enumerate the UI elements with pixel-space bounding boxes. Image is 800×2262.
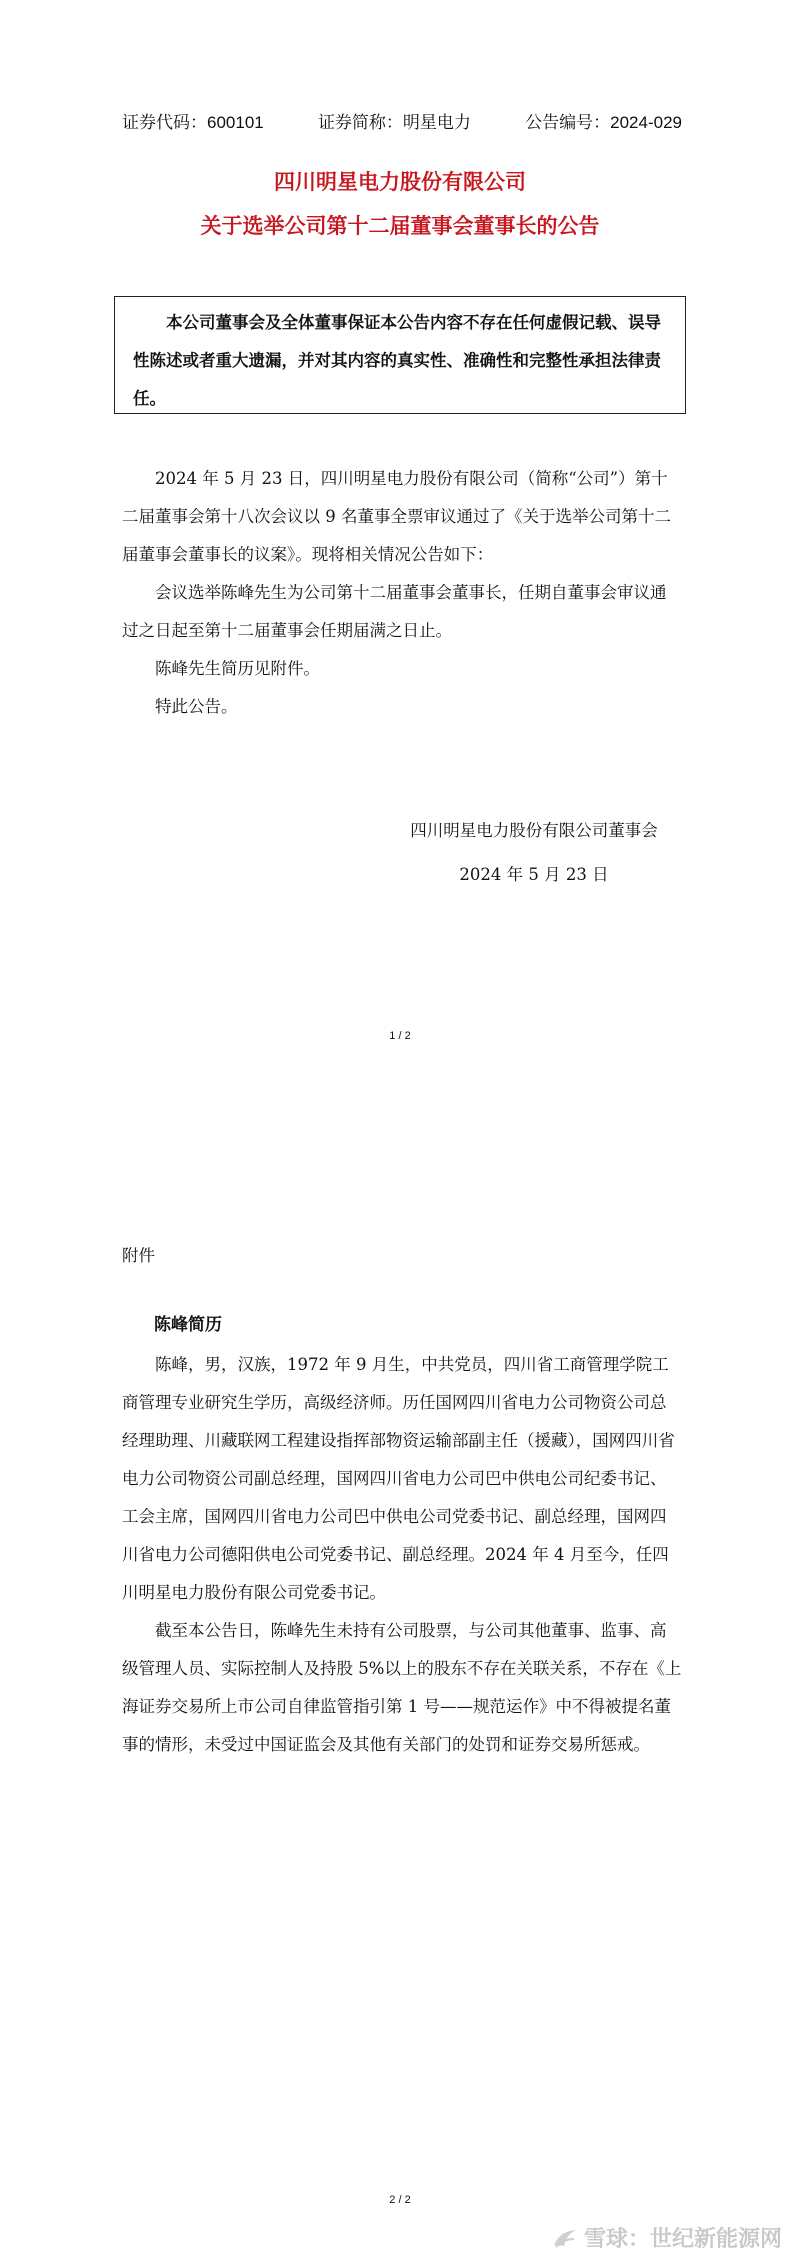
page-number: 1 / 2 xyxy=(389,1030,411,1042)
resume-title: 陈峰简历 xyxy=(154,1315,222,1335)
attachment-label: 附件 xyxy=(122,1246,155,1265)
announcement-title: 关于选举公司第十二届董事会董事长的公告 xyxy=(200,214,600,238)
company-title: 四川明星电力股份有限公司 xyxy=(274,170,526,194)
disclaimer-text: 本公司董事会及全体董事保证本公告内容不存在任何虚假记载、误导性陈述或者重大遗漏，并对其内容的真实性、准确性和完整性承担法律责任。 xyxy=(133,313,661,408)
watermark xyxy=(552,2222,782,2253)
body-paragraph: 会议选举陈峰先生为公司第十二届董事会董事长，任期自董事会审议通过之日起至第十二届董事会任期届满之日止。 xyxy=(122,583,667,640)
stock-short-name: 证券简称：明星电力 xyxy=(317,113,471,132)
notice-number: 公告编号：2024-029 xyxy=(525,113,682,132)
resume-paragraph: 陈峰，男，汉族，1972 年 9 月生，中共党员，四川省工商管理学院工商管理专业研究生学历，高级经济师。历任国网四川省电力公司物资公司总经理助理、川藏联网工程建设指挥部物资运输部副主任（援藏），国网四川省电力公司物资公司副总经理，国网四川省电力公司巴中供电公司纪委书记、工会主席，国网四川省电力公司巴中供电公司党委书记、副总经理，国网四川省电力公司德阳供电公司党委书记、副总经理。2024 年 4 月至今，任四川明星电力股份有限公司党委书记。 xyxy=(122,1355,675,1602)
signature-date: 2024 年 5 月 23 日 xyxy=(459,865,609,884)
disclaimer-box xyxy=(114,296,686,414)
document-header xyxy=(122,108,682,133)
page-number: 2 / 2 xyxy=(389,2194,411,2206)
body-paragraph: 2024 年 5 月 23 日，四川明星电力股份有限公司（简称“公司”）第十二届董事会第十八次会议以 9 名董事全票审议通过了《关于选举公司第十二届董事会董事长的议案》。现将相关情况公告如下： xyxy=(122,469,671,564)
body-paragraph: 陈峰先生简历见附件。 xyxy=(155,659,320,678)
snowball-logo-icon xyxy=(552,2227,578,2249)
signature-org: 四川明星电力股份有限公司董事会 xyxy=(410,821,658,840)
body-paragraph: 特此公告。 xyxy=(155,697,238,716)
resume-body xyxy=(122,1346,682,1764)
announcement-body xyxy=(122,460,682,726)
resume-paragraph: 截至本公告日，陈峰先生未持有公司股票，与公司其他董事、监事、高级管理人员、实际控制人及持股 5%以上的股东不存在关联关系，不存在《上海证券交易所上市公司自律监管指引第 1 号——规范运作》中不得被提名董事的情形，未受过中国证监会及其他有关部门的处罚和证券交易所惩戒。 xyxy=(122,1621,682,1754)
stock-code: 证券代码：600101 xyxy=(122,113,264,132)
watermark-text: 雪球：世纪新能源网 xyxy=(583,2227,782,2252)
